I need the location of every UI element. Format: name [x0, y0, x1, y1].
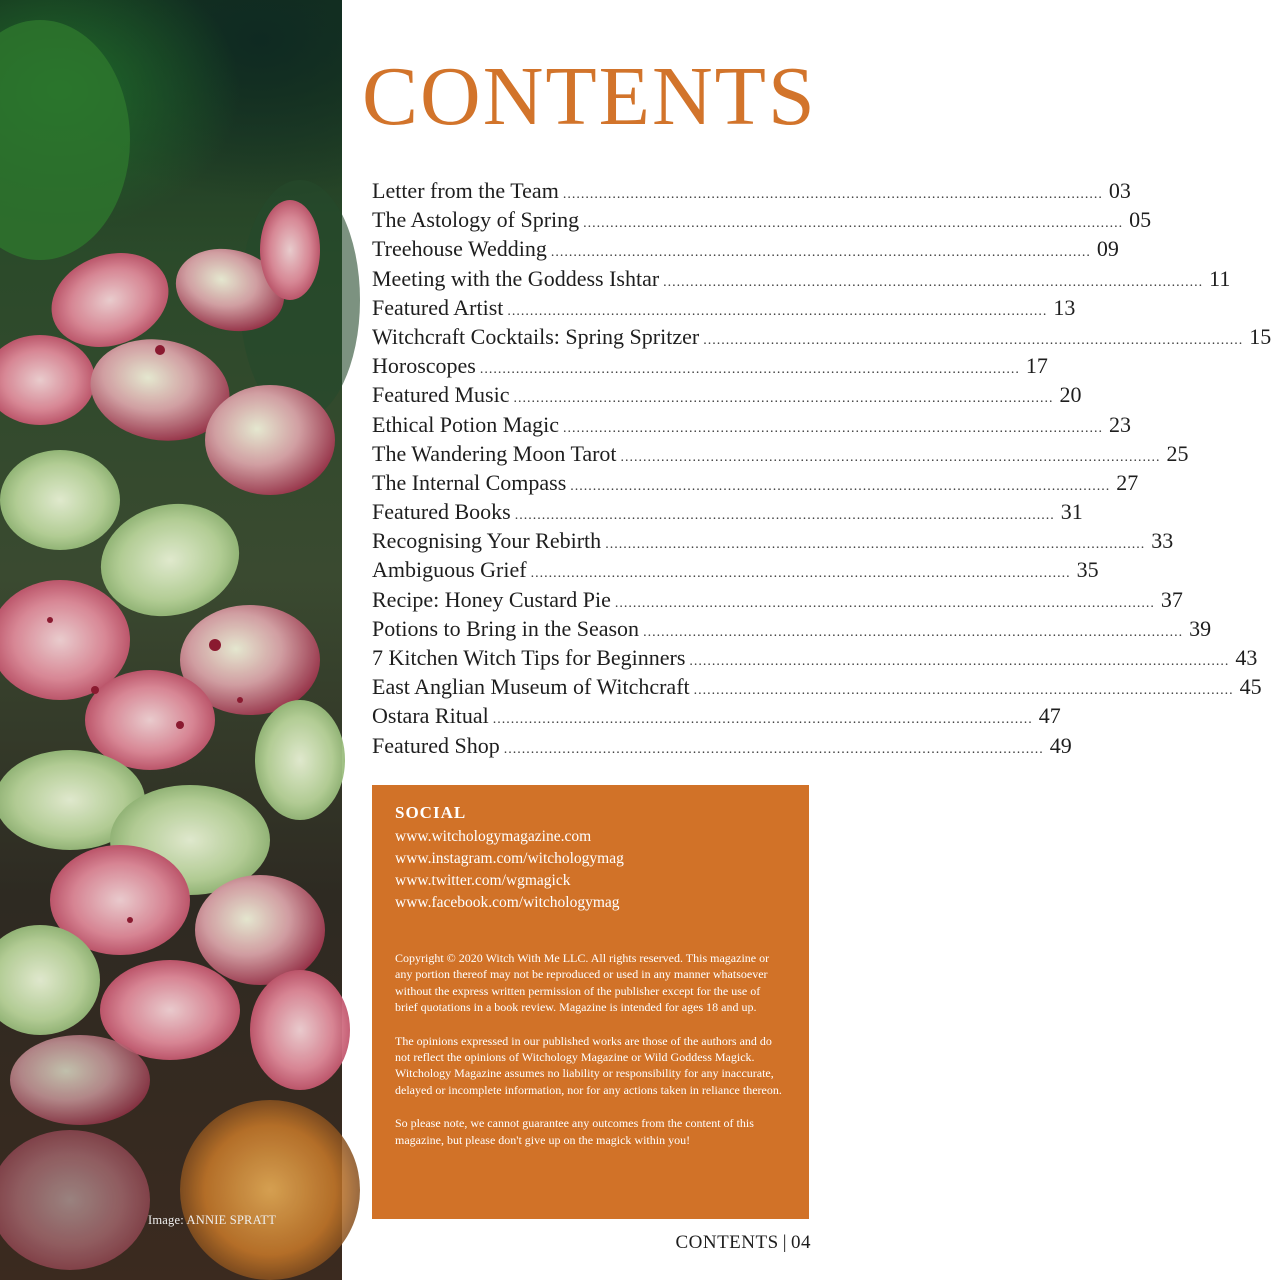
toc-entry-title: Witchcraft Cocktails: Spring Spritzer — [372, 323, 700, 349]
toc-leader-dots: ........................................................................................................................ — [530, 566, 1071, 582]
page-footer — [675, 1232, 811, 1254]
toc-leader-dots: ........................................................................................................................ — [479, 362, 1020, 378]
toc-entry-title: Recognising Your Rebirth — [372, 528, 602, 554]
toc-entry-page: 45 — [1239, 674, 1262, 700]
toc-entry-page: 27 — [1116, 469, 1139, 495]
toc-entry-page: 33 — [1151, 528, 1174, 554]
toc-entry-title: Letter from the Team — [372, 178, 559, 203]
toc-entry-title: Ambiguous Grief — [372, 557, 527, 583]
toc-entry[interactable] — [372, 732, 1072, 762]
toc-leader-dots: ........................................................................................................................ — [570, 478, 1111, 494]
toc-entry[interactable] — [372, 411, 1131, 441]
image-credit: Image: ANNIE SPRATT — [148, 1213, 277, 1227]
toc-entry[interactable] — [372, 178, 1131, 207]
social-box — [372, 785, 809, 1219]
toc-entry-title: Ostara Ritual — [372, 703, 489, 729]
toc-entry[interactable] — [372, 265, 1231, 295]
toc-entry-page: 49 — [1049, 732, 1072, 758]
twitter-link[interactable]: www.twitter.com/wgmagick — [395, 872, 571, 889]
toc-leader-dots: ........................................................................................................................ — [703, 332, 1244, 348]
toc-entry-title: Potions to Bring in the Season — [372, 615, 640, 641]
toc-entry[interactable] — [372, 499, 1083, 528]
toc-entry-page: 37 — [1160, 586, 1183, 612]
toc-entry-page: 05 — [1129, 207, 1152, 233]
toc-entry-title: Treehouse Wedding — [372, 236, 547, 262]
toc-entry-title: East Anglian Museum of Witchcraft — [372, 674, 690, 700]
toc-entry-page: 35 — [1076, 557, 1099, 583]
toc-leader-dots: ........................................................................................................................ — [550, 245, 1091, 261]
copyright-text: Copyright © 2020 Witch With Me LLC. All rights reserved. This magazine or any portion thereof may not be reproduced or used in any manner whatsoever without the express written permission of the publisher except for the use of brief quotations in a book review. Magazine is intended for ages 18 and up. — [395, 951, 770, 1015]
toc-leader-dots: ........................................................................................................................ — [503, 741, 1044, 757]
toc-entry-title: The Wandering Moon Tarot — [372, 440, 617, 466]
toc-entry[interactable] — [372, 323, 1271, 353]
toc-entry[interactable] — [372, 645, 1258, 674]
toc-entry-page: 09 — [1096, 236, 1119, 262]
toc-entry-title: 7 Kitchen Witch Tips for Beginners — [372, 645, 686, 670]
toc-leader-dots: ........................................................................................................................ — [583, 216, 1124, 232]
toc-entry-title: Featured Music — [372, 382, 510, 408]
toc-entry[interactable] — [372, 294, 1076, 324]
toc-leader-dots: ........................................................................................................................ — [614, 595, 1155, 611]
toc-entry-page: 25 — [1166, 440, 1189, 466]
toc-entry-page: 47 — [1038, 703, 1061, 729]
facebook-link[interactable]: www.facebook.com/witchologymag — [395, 894, 620, 911]
footer-page-number: 04 — [791, 1232, 811, 1253]
hydrangea-photo — [0, 0, 342, 1280]
toc-entry-title: Ethical Potion Magic — [372, 411, 559, 437]
toc-entry-title: Recipe: Honey Custard Pie — [372, 586, 611, 612]
toc-entry[interactable] — [372, 469, 1139, 499]
toc-entry[interactable] — [372, 236, 1119, 265]
social-heading: SOCIAL — [395, 803, 467, 822]
toc-entry-page: 13 — [1053, 294, 1076, 320]
toc-leader-dots: ........................................................................................................................ — [562, 187, 1103, 202]
toc-entry[interactable] — [372, 353, 1048, 382]
table-of-contents — [372, 178, 1271, 762]
toc-entry-title: Featured Shop — [372, 732, 500, 758]
toc-entry-page: 03 — [1108, 178, 1131, 203]
toc-entry-page: 17 — [1025, 353, 1048, 379]
footer-separator: | — [782, 1232, 787, 1253]
toc-leader-dots: ........................................................................................................................ — [663, 274, 1204, 290]
toc-entry-title: Featured Books — [372, 499, 511, 525]
toc-leader-dots: ........................................................................................................................ — [492, 712, 1033, 728]
toc-leader-dots: ........................................................................................................................ — [513, 391, 1054, 407]
legal-notice — [395, 950, 783, 1148]
disclaimer-text: The opinions expressed in our published works are those of the authors and do not reflect the opinions of Witchology Magazine or Wild Goddess Magick. Witchology Magazine assumes no liability or responsibility for any inaccurate, delayed or incomplete information, nor for any actions taken in reliance thereon. — [395, 1033, 782, 1097]
toc-leader-dots: ........................................................................................................................ — [689, 654, 1230, 669]
toc-leader-dots: ........................................................................................................................ — [605, 537, 1146, 553]
toc-leader-dots: ........................................................................................................................ — [562, 420, 1103, 436]
toc-entry[interactable] — [372, 557, 1099, 586]
toc-entry-page: 43 — [1235, 645, 1258, 670]
toc-leader-dots: ........................................................................................................................ — [507, 303, 1048, 319]
toc-entry-page: 15 — [1249, 323, 1271, 349]
flower-illustration — [0, 0, 342, 1280]
toc-entry-page: 20 — [1059, 382, 1082, 408]
toc-entry-title: Meeting with the Goddess Ishtar — [372, 265, 660, 291]
toc-entry-title: Featured Artist — [372, 294, 504, 320]
toc-leader-dots: ........................................................................................................................ — [514, 508, 1055, 524]
guarantee-text: So please note, we cannot guarantee any outcomes from the content of this magazine, but please don't give up on the magick within you! — [395, 1116, 754, 1147]
toc-leader-dots: ........................................................................................................................ — [620, 449, 1161, 465]
toc-entry-page: 11 — [1209, 265, 1231, 291]
toc-entry-title: The Astology of Spring — [372, 207, 580, 233]
toc-leader-dots: ........................................................................................................................ — [643, 624, 1184, 640]
toc-leader-dots: ........................................................................................................................ — [693, 683, 1234, 699]
footer-section: CONTENTS — [675, 1232, 779, 1253]
toc-entry[interactable] — [372, 586, 1183, 616]
website-link[interactable]: www.witchologymagazine.com — [395, 828, 592, 845]
page-title: CONTENTS — [362, 50, 817, 143]
instagram-link[interactable]: www.instagram.com/witchologymag — [395, 850, 624, 867]
toc-entry[interactable] — [372, 615, 1212, 645]
toc-entry-title: The Internal Compass — [372, 469, 567, 495]
toc-entry[interactable] — [372, 207, 1152, 236]
toc-entry[interactable] — [372, 382, 1082, 411]
toc-entry-page: 39 — [1189, 615, 1212, 641]
toc-entry[interactable] — [372, 440, 1189, 470]
toc-entry[interactable] — [372, 703, 1061, 732]
toc-entry-page: 31 — [1060, 499, 1083, 525]
toc-entry-page: 23 — [1108, 411, 1131, 437]
toc-entry-title: Horoscopes — [372, 353, 476, 379]
toc-entry[interactable] — [372, 674, 1262, 703]
toc-entry[interactable] — [372, 528, 1174, 557]
